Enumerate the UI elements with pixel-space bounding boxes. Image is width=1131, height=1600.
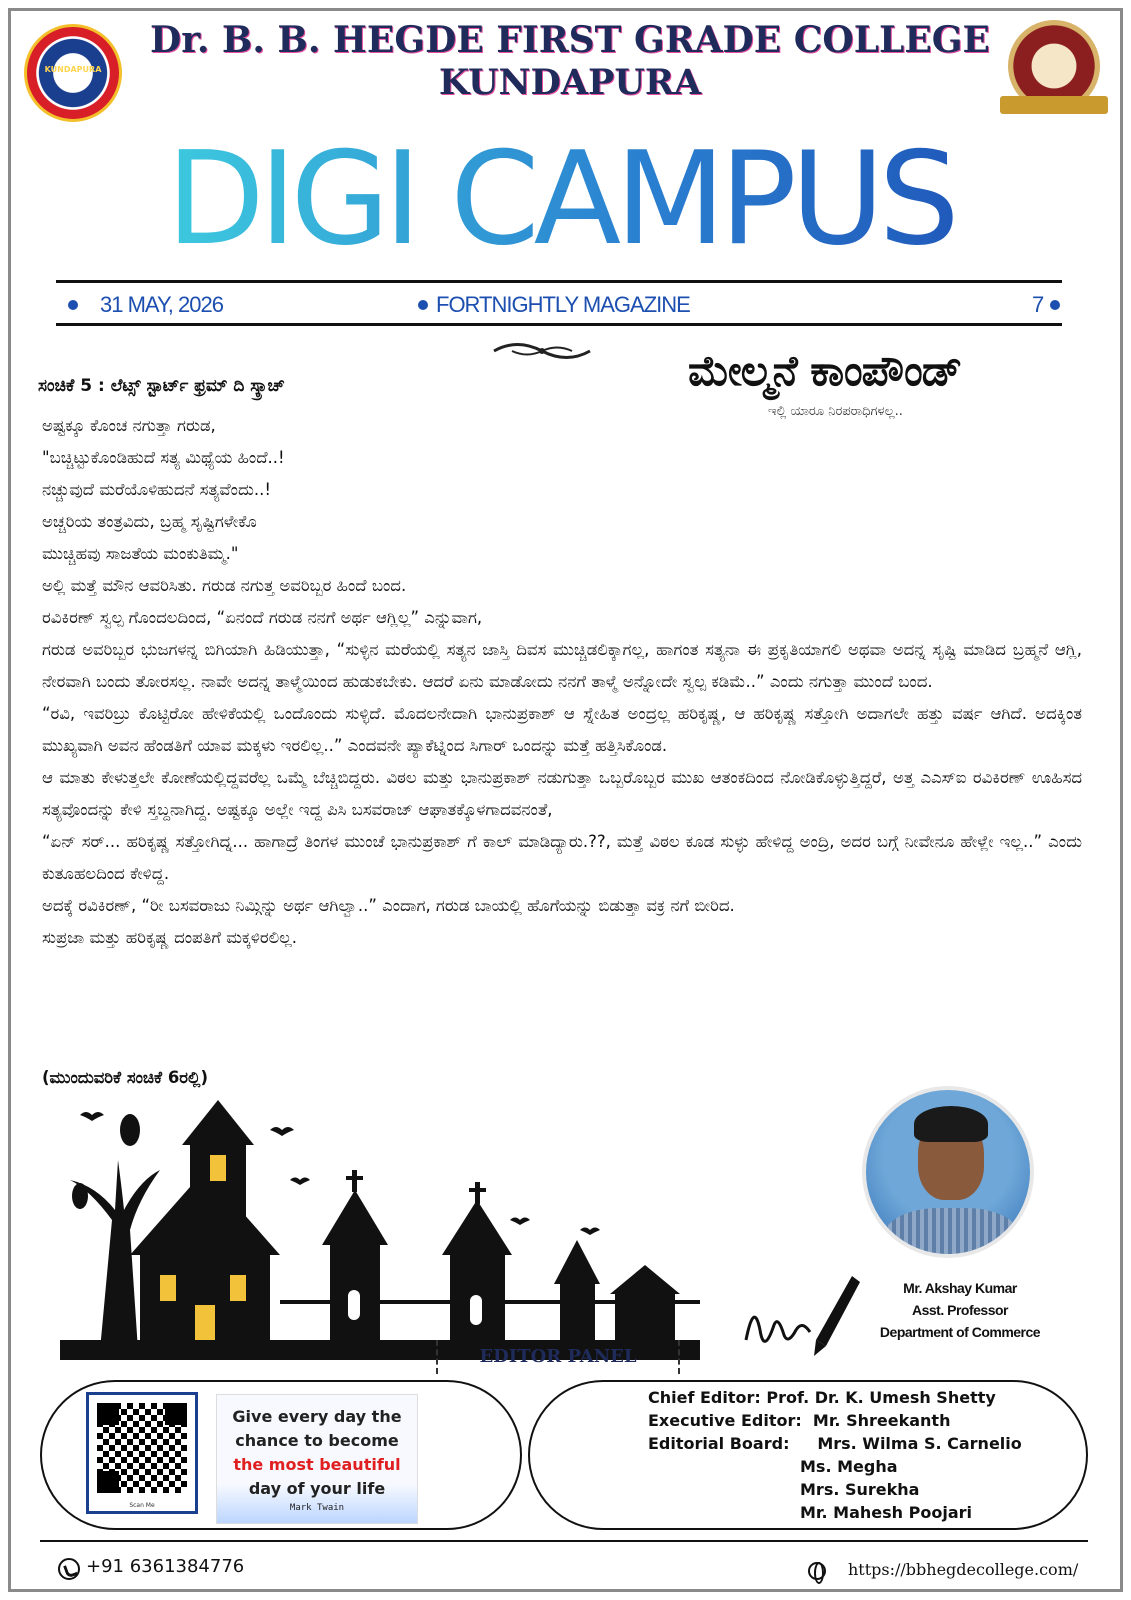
page-number: 7	[1032, 292, 1044, 317]
qr-pattern	[97, 1403, 187, 1493]
author-name: Mr. Akshay Kumar	[903, 1280, 1017, 1296]
logo-ribbon	[1000, 96, 1108, 114]
quote-highlight: the most beautiful	[233, 1455, 401, 1474]
story-line: ಅದಕ್ಕೆ ರವಿಕಿರಣ್, “ರೀ ಬಸವರಾಜು ನಿಮ್ಗಿನ್ನು ಅರ್ಥ ಆಗಿಲ್ವಾ..” ಎಂದಾಗ, ಗರುಡ ಬಾಯಲ್ಲಿ ಹೊಗೆಯನ್ನು ಬಿಡುತ್ತಾ ವಕ್ರ ನಗೆ ಬೀರಿದ.	[42, 896, 735, 915]
logo-text: KUNDAPURA	[44, 65, 102, 74]
bullet-icon	[68, 300, 78, 310]
bullet-icon	[1050, 300, 1060, 310]
story-paragraph: “ಏನ್ ಸರ್... ಹರಿಕೃಷ್ಣ ಸತ್ತೋಗಿದ್ನ... ಹಾಗಾದ್ರೆ ತಿಂಗಳ ಮುಂಚೆ ಭಾನುಪ್ರಕಾಶ್ ಗೆ ಕಾಲ್ ಮಾಡಿದ್ಯಾರು.??, ಮತ್ತೆ ವಿಠಲ ಕೂಡ ಸುಳ್ಳು ಹೇಳಿದ್ದ ಅಂದ್ರಿ, ಅದರ ಬಗ್ಗೆ ನೀವೇನೂ ಹೇಳ್ಲೇ ಇಲ್ಲ..” ಎಂದು ಕುತೂಹಲದಿಂದ ಕೇಳಿದ್ದ.	[42, 832, 1082, 883]
story-paragraph: ಆ ಮಾತು ಕೇಳುತ್ತಲೇ ಕೋಣೆಯಲ್ಲಿದ್ದವರೆಲ್ಲ ಒಮ್ಮೆ ಬೆಚ್ಚಿಬಿದ್ದರು. ವಿಠಲ ಮತ್ತು ಭಾನುಪ್ರಕಾಶ್ ನಡುಗುತ್ತಾ ಒಬ್ಬರೊಬ್ಬರ ಮುಖ ಆತಂಕದಿಂದ ನೋಡಿಕೊಳ್ಳುತ್ತಿದ್ದರೆ, ಅತ್ತ ಎಎಸ್ಐ ರವಿಕಿರಣ್ ಊಹಿಸದ ಸತ್ಯವೊಂದನ್ನು ಕೇಳಿ ಸ್ತಬ್ದನಾಗಿದ್ದ. ಅಷ್ಟಕ್ಕೂ ಅಲ್ಲೇ ಇದ್ದ ಪಿಸಿ ಬಸವರಾಜ್ ಆಘಾತಕ್ಕೊಳಗಾದವನಂತೆ,	[42, 768, 1082, 819]
board-member: Mrs. Surekha	[800, 1480, 920, 1499]
board-member: Ms. Megha	[800, 1457, 898, 1476]
editorial-board	[648, 1386, 1022, 1524]
quote-line: Give every day the	[232, 1407, 402, 1426]
contact-phone[interactable]: +91 6361384776	[86, 1556, 245, 1577]
episode-title: ಸಂಚಿಕೆ 5 : ಲೆಟ್ಸ್ ಸ್ಟಾರ್ಟ್ ಫ್ರಮ್ ದಿ ಸ್ಕ್ರಾಚ್	[38, 376, 285, 396]
qr-code[interactable]	[86, 1392, 198, 1514]
author-credit	[860, 1277, 1060, 1343]
column-tagline: ಇಲ್ಲಿ ಯಾರೂ ನಿರಪರಾಧಿಗಳಲ್ಲ..	[768, 404, 903, 419]
author-department: Department of Commerce	[879, 1324, 1041, 1340]
column-title: ಮೇಲ್ಮನೆ ಕಾಂಪೌಂಡ್	[688, 346, 962, 395]
photo-shirt	[884, 1208, 1020, 1258]
executive-editor: Executive Editor: Mr. Shreekanth	[648, 1411, 951, 1430]
quote-author: Mark Twain	[289, 1503, 345, 1513]
chief-editor: Chief Editor: Prof. Dr. K. Umesh Shetty	[648, 1388, 996, 1407]
qr-label: Scan Me	[129, 1502, 155, 1509]
website-link[interactable]: https://bbhegdecollege.com/	[848, 1560, 1079, 1579]
story-line: ನಚ್ಚುವುದೆ ಮರೆಯೊಳಿಹುದನೆ ಸತ್ಯವೆಂದು..!	[42, 480, 271, 499]
footer-rule	[40, 1540, 1088, 1542]
masthead-title: DIGI CAMPUS	[120, 130, 1000, 270]
photo-hair	[914, 1106, 988, 1142]
continued-note: (ಮುಂದುವರಿಕೆ ಸಂಚಿಕೆ 6ರಲ್ಲಿ)	[42, 1068, 209, 1087]
college-logo-left	[24, 24, 122, 122]
college-name-line1: Dr. B. B. HEGDE FIRST GRADE COLLEGE	[149, 19, 990, 61]
issue-date: 31 MAY, 2026	[100, 292, 223, 317]
story-paragraph: ಗರುಡ ಅವರಿಬ್ಬರ ಭುಜಗಳನ್ನ ಬಿಗಿಯಾಗಿ ಹಿಡಿಯುತ್ತಾ, “ಸುಳ್ಳಿನ ಮರೆಯಲ್ಲಿ ಸತ್ಯನ ಜಾಸ್ತಿ ದಿವಸ ಮುಚ್ಚಿಡಲಿಕ್ಕಾಗಲ್ಲ, ಹಾಗಂತ ಸತ್ಯನಾ ಈ ಪ್ರಕೃತಿಯಾಗಲಿ ಅಥವಾ ಅದನ್ನ ಸೃಷ್ಟಿ ಮಾಡಿದ ಬ್ರಹ್ಮನೆ ಆಗ್ಲಿ, ನೇರವಾಗಿ ಬಂದು ತೋರಸಲ್ಲ. ನಾವೇ ಅದನ್ನ ತಾಳ್ಮೆಯಿಂದ ಹುಡುಕಬೇಕು. ಆದರೆ ಏನು ಮಾಡೋದು ನನಗೆ ತಾಳ್ಮೆ ಅನ್ನೋದೇ ಸ್ವಲ್ಪ ಕಡಿಮೆ..” ಎಂದು ನಗುತ್ತಾ ಮುಂದೆ ಬಂದ.	[42, 640, 1082, 691]
flourish-ornament-icon	[492, 336, 592, 366]
globe-icon	[808, 1562, 826, 1580]
story-line: ರವಿಕಿರಣ್ ಸ್ವಲ್ಪ ಗೊಂದಲದಿಂದ, “ಏನಂದೆ ಗರುಡ ನನಗೆ ಅರ್ಥ ಆಗ್ಲಿಲ್ಲ” ಎನ್ನುವಾಗ,	[42, 608, 483, 627]
story-line: ಅಲ್ಲಿ ಮತ್ತೆ ಮೌನ ಆವರಿಸಿತು. ಗರುಡ ನಗುತ್ತ ಅವರಿಬ್ಬರ ಹಿಂದೆ ಬಂದ.	[42, 576, 407, 595]
author-designation: Asst. Professor	[912, 1302, 1008, 1318]
pen-signature-icon	[744, 1270, 864, 1360]
bullet-icon	[418, 300, 428, 310]
story-line: ಅಚ್ಚರಿಯ ತಂತ್ರವಿದು, ಬ್ರಹ್ಮ ಸೃಷ್ಟಿಗಳೇಕೊ	[42, 512, 257, 531]
college-name-line2: KUNDAPURA	[438, 62, 702, 103]
quote-line: chance to become	[235, 1431, 399, 1450]
story-line: ಅಷ್ಟಕ್ಕೂ ಕೊಂಚ ನಗುತ್ತಾ ಗರುಡ,	[42, 416, 216, 435]
header-rule-bottom	[56, 323, 1062, 326]
header-rule-top	[56, 280, 1062, 283]
story-paragraph: “ರವಿ, ಇವರಿಬ್ರು ಕೊಟ್ಟಿರೋ ಹೇಳಿಕೆಯಲ್ಲಿ ಒಂದೊಂದು ಸುಳ್ಳಿದೆ. ಮೊದಲನೇದಾಗಿ ಭಾನುಪ್ರಕಾಶ್ ಆ ಸ್ನೇಹಿತ ಅಂದ್ರಲ್ಲ ಹರಿಕೃಷ್ಣ, ಆ ಹರಿಕೃಷ್ಣ ಸತ್ತೋಗಿ ಅದಾಗಲೇ ಹತ್ತು ವರ್ಷ ಆಗಿದೆ. ಅದಕ್ಕಿಂತ ಮುಖ್ಯವಾಗಿ ಅವನ ಹೆಂಡತಿಗೆ ಯಾವ ಮಕ್ಕಳು ಇರಲಿಲ್ಲ..” ಎಂದವನೇ ಪ್ಯಾಕೆಟ್ನಿಂದ ಸಿಗಾರ್ ಒಂದನ್ನು ಮತ್ತೆ ಹತ್ತಿಸಿಕೊಂಡ.	[42, 704, 1082, 755]
college-name	[140, 18, 1000, 104]
story-body	[42, 410, 1082, 954]
author-photo	[862, 1086, 1034, 1258]
issue-frequency: FORTNIGHTLY MAGAZINE	[436, 292, 690, 317]
story-line: ಸುಪ್ರಜಾ ಮತ್ತು ಹರಿಕೃಷ್ಣ ದಂಪತಿಗೆ ಮಕ್ಕಳಿರಲಿಲ್ಲ.	[42, 928, 298, 947]
editor-panel-label: EDITOR PANEL	[436, 1340, 680, 1374]
editorial-board-label: Editorial Board: Mrs. Wilma S. Carnelio	[648, 1434, 1022, 1453]
story-line: "ಬಚ್ಚಿಟ್ಟುಕೊಂಡಿಹುದೆ ಸತ್ಯ ಮಿಥ್ಯೆಯ ಹಿಂದೆ..!	[42, 448, 285, 467]
quote-card	[216, 1394, 418, 1524]
phone-icon	[58, 1558, 80, 1580]
story-line: ಮುಚ್ಚಿಹವು ಸಾಜತೆಯ ಮಂಕುತಿಮ್ಮ."	[42, 544, 239, 563]
board-member: Mr. Mahesh Poojari	[800, 1503, 972, 1522]
issue-info-bar	[56, 290, 1062, 320]
haunted-house-illustration-icon	[60, 1100, 700, 1360]
quote-line: day of your life	[248, 1479, 386, 1498]
